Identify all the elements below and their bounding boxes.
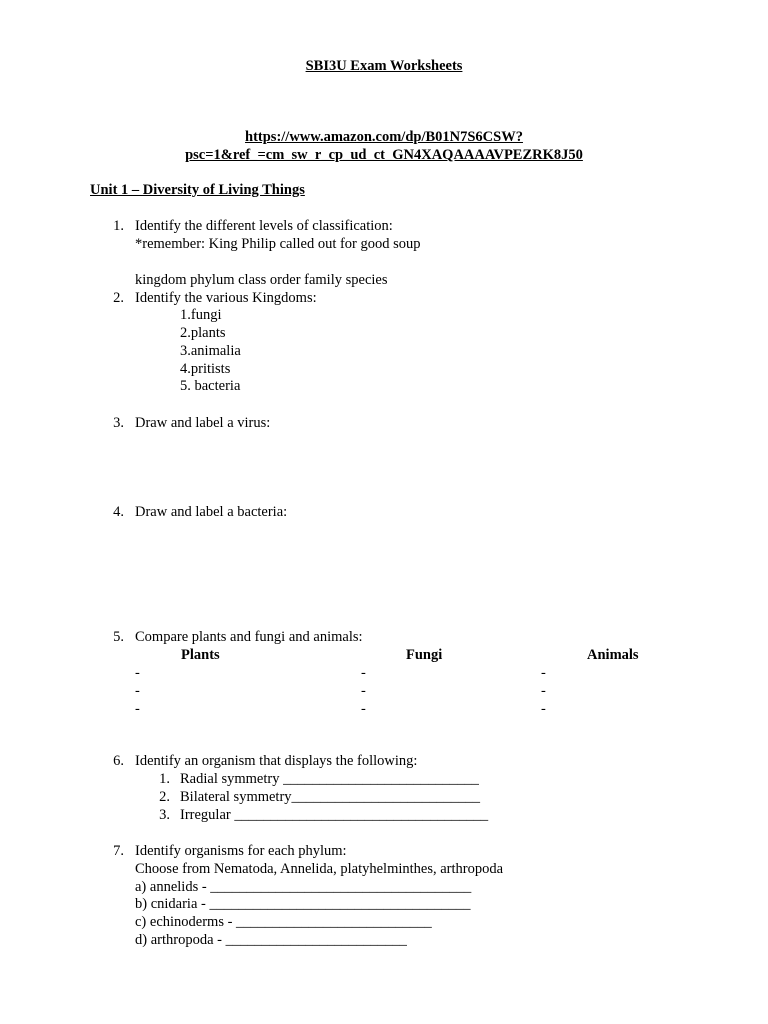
plants-dash: - — [135, 665, 140, 681]
question-text: Identify the different levels of classification: — [135, 218, 393, 234]
unit-heading: Unit 1 – Diversity of Living Things — [90, 182, 305, 198]
question-text: Identify an organism that displays the following: — [135, 753, 418, 769]
question-text: Draw and label a virus: — [135, 415, 271, 431]
radial-symmetry-item: Radial symmetry ___________________________ — [180, 771, 479, 787]
fungi-dash: - — [361, 683, 366, 699]
list-item-number: 3. — [159, 807, 170, 823]
page-title: SBI3U Exam Worksheets — [305, 58, 463, 74]
animals-dash: - — [541, 665, 546, 681]
echinoderms-item: c) echinoderms - ___________________________ — [135, 914, 432, 930]
list-item-number: 2. — [159, 789, 170, 805]
question-text: Compare plants and fungi and animals: — [135, 629, 363, 645]
question-hint: *remember: King Philip called out for good soup — [135, 236, 421, 252]
question-number: 6. — [113, 753, 124, 769]
animals-dash: - — [541, 683, 546, 699]
question-instruction: Choose from Nematoda, Annelida, platyhelminthes, arthropoda — [135, 861, 504, 877]
question-text: Identify organisms for each phylum: — [135, 843, 347, 859]
amazon-link-line-2[interactable]: psc=1&ref_=cm_sw_r_cp_ud_ct_GN4XAQAAAAVPEZRK8J50 — [185, 147, 583, 163]
column-header-plants: Plants — [181, 647, 220, 663]
question-number: 4. — [113, 504, 124, 520]
question-text: Draw and label a bacteria: — [135, 504, 288, 520]
question-text: Identify the various Kingdoms: — [135, 290, 317, 306]
arthropoda-item: d) arthropoda - _________________________ — [135, 932, 407, 948]
list-item: 5. bacteria — [180, 378, 241, 394]
amazon-link-line-1[interactable]: https://www.amazon.com/dp/B01N7S6CSW? — [245, 129, 523, 145]
list-item: 4.pritists — [180, 361, 231, 377]
question-number: 2. — [113, 290, 124, 306]
answer-text: kingdom phylum class order family species — [135, 272, 388, 288]
irregular-item: Irregular ___________________________________ — [180, 807, 489, 823]
column-header-fungi: Fungi — [406, 647, 443, 663]
question-number: 1. — [113, 218, 124, 234]
list-item-number: 1. — [159, 771, 170, 787]
question-number: 7. — [113, 843, 124, 859]
list-item: 3.animalia — [180, 343, 241, 359]
question-number: 3. — [113, 415, 124, 431]
plants-dash: - — [135, 683, 140, 699]
cnidaria-item: b) cnidaria - ____________________________________ — [135, 896, 471, 912]
fungi-dash: - — [361, 701, 366, 717]
animals-dash: - — [541, 701, 546, 717]
question-number: 5. — [113, 629, 124, 645]
list-item: 1.fungi — [180, 307, 222, 323]
plants-dash: - — [135, 701, 140, 717]
fungi-dash: - — [361, 665, 366, 681]
column-header-animals: Animals — [587, 647, 639, 663]
bilateral-symmetry-item: Bilateral symmetry__________________________ — [180, 789, 481, 805]
list-item: 2.plants — [180, 325, 226, 341]
annelids-item: a) annelids - ____________________________________ — [135, 879, 472, 895]
